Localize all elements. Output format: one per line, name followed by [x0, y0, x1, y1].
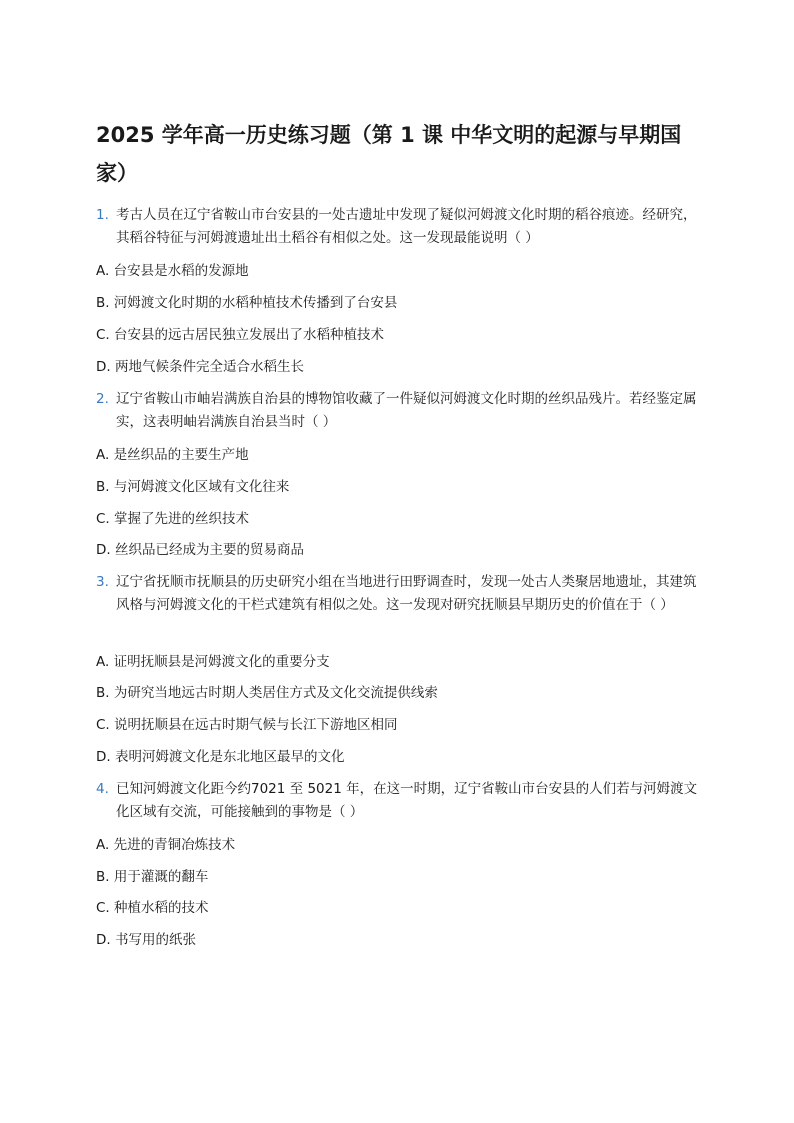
option-1b: B. 河姆渡文化时期的水稻种植技术传播到了台安县: [96, 295, 398, 311]
option-4c: C. 种植水稻的技术: [96, 900, 209, 916]
option-3c: C. 说明抚顺县在远古时期气候与长江下游地区相同: [96, 717, 398, 733]
question-number: 3.: [96, 574, 109, 590]
question-stem: 辽宁省鞍山市岫岩满族自治县的博物馆收藏了一件疑似河姆渡文化时期的丝织品残片。若经鉴定属实，这表明岫岩满族自治县当时（ ）: [116, 391, 697, 430]
page-title: 2025 学年高一历史练习题（第 1 课 中华文明的起源与早期国家）: [96, 123, 682, 185]
question-stem: 考古人员在辽宁省鞍山市台安县的一处古遗址中发现了疑似河姆渡文化时期的稻谷痕迹。经研究，其稻谷特征与河姆渡遗址出土稻谷有相似之处。这一发现最能说明（ ）: [116, 207, 697, 246]
option-1d: D. 两地气候条件完全适合水稻生长: [96, 359, 304, 375]
question-4: [96, 778, 700, 824]
question-2: [96, 388, 700, 434]
question-stem: 已知河姆渡文化距今约7021 至 5021 年，在这一时期，辽宁省鞍山市台安县的人们若与河姆渡文化区域有交流，可能接触到的事物是（ ）: [116, 781, 698, 820]
question-stem: 辽宁省抚顺市抚顺县的历史研究小组在当地进行田野调查时，发现一处古人类聚居地遗址，其建筑风格与河姆渡文化的干栏式建筑有相似之处。这一发现对研究抚顺县早期历史的价值在于（ ）: [116, 574, 697, 613]
option-4a: A. 先进的青铜冶炼技术: [96, 837, 236, 853]
question-number: 2.: [96, 391, 109, 407]
option-2a: A. 是丝织品的主要生产地: [96, 447, 249, 463]
option-2c: C. 掌握了先进的丝织技术: [96, 511, 250, 527]
option-2b: B. 与河姆渡文化区域有文化往来: [96, 479, 290, 495]
option-4d: D. 书写用的纸张: [96, 932, 196, 948]
question-number: 1.: [96, 207, 109, 223]
option-3d: D. 表明河姆渡文化是东北地区最早的文化: [96, 749, 345, 765]
question-number: 4.: [96, 781, 109, 797]
question-3: [96, 571, 700, 617]
option-1c: C. 台安县的远古居民独立发展出了水稻种植技术: [96, 327, 385, 343]
question-1: [96, 204, 700, 250]
option-3a: A. 证明抚顺县是河姆渡文化的重要分支: [96, 654, 330, 670]
option-3b: B. 为研究当地远古时期人类居住方式及文化交流提供线索: [96, 685, 438, 701]
option-4b: B. 用于灌溉的翻车: [96, 869, 209, 885]
option-2d: D. 丝织品已经成为主要的贸易商品: [96, 542, 304, 558]
option-1a: A. 台安县是水稻的发源地: [96, 263, 249, 279]
